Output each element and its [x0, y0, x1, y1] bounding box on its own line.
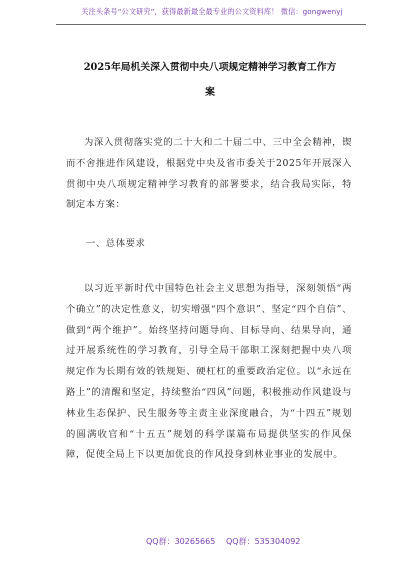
header-promo-text: 关注头条号“公文研究”，获得最新最全最专业的公文资料库！ 微信：gongwenyj	[81, 7, 343, 16]
footer-qq-group-2: QQ群：535304092	[226, 537, 301, 546]
intro-paragraph: 为深入贯彻落实党的二十大和二十届二中、三中全会精神，锲而不舍推进作风建设，根据党中央及省市委关于2025年开展深入贯彻中央八项规定精神学习教育的部署要求，结合我局实际，特制定本方案：	[66, 137, 352, 211]
title-line-2: 案	[205, 87, 215, 98]
title-line-1: 2025年局机关深入贯彻中央八项规定精神学习教育工作方	[83, 62, 337, 73]
document-title	[60, 55, 360, 105]
body-paragraph: 以习近平新时代中国特色社会主义思想为指导，深刻领悟“两个确立”的决定性意义，切实增强“四个意识”、坚定“四个自信”、做到“两个维护”。始终坚持问题导向、目标导向、结果导向，通过开展系统性的学习教育，引导全局干部职工深刻把握中央八项规定作为长期有效的铁规矩、硬杠杠的重要政治定位。以“永远在路上”的清醒和坚定，持续整治“四风”问题，积极推动作风建设与林业生态保护、民生服务等主责主业深度融合，为“十四五”规划的圆满收官和“十五五”规划的科学谋篇布局提供坚实的作风保障，促使全局上下以更加优良的作风投身到林业事业的发展中。	[66, 283, 352, 461]
header-divider	[56, 24, 366, 25]
footer-qq-group-1: QQ群：30265665	[146, 537, 216, 546]
section-heading: 一、总体要求	[86, 238, 146, 249]
